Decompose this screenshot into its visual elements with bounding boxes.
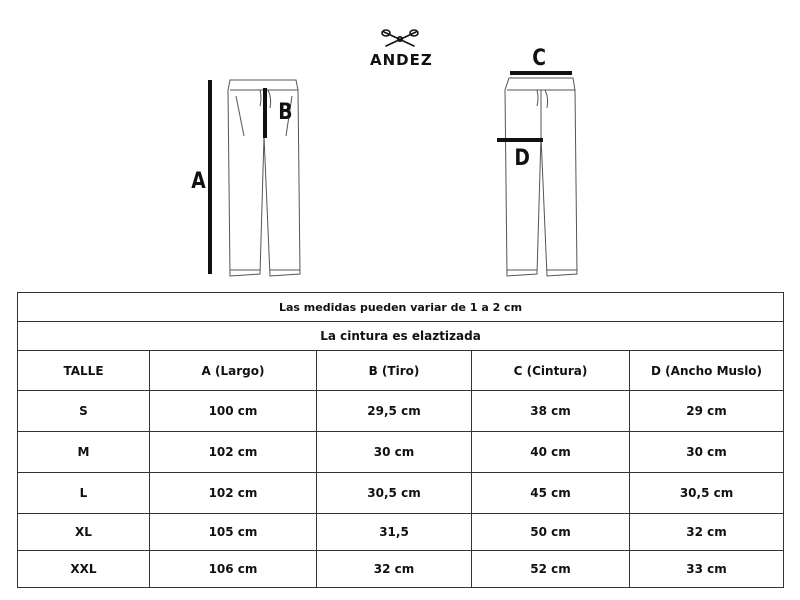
table-row xyxy=(18,551,784,588)
table-note-row xyxy=(18,322,784,351)
back-pants-drawing xyxy=(495,46,585,282)
cell-size: M xyxy=(18,432,150,473)
header-length: A (Largo) xyxy=(150,351,317,391)
cell-length: 106 cm xyxy=(150,551,317,588)
cell-size: L xyxy=(18,473,150,514)
cell-size: XL xyxy=(18,514,150,551)
label-d: D xyxy=(514,146,530,171)
cell-waist: 50 cm xyxy=(472,514,630,551)
cell-thigh: 30 cm xyxy=(630,432,784,473)
cell-size: S xyxy=(18,391,150,432)
table-header-row xyxy=(18,351,784,391)
brand-name: ANDEZ xyxy=(370,51,433,69)
cell-thigh: 33 cm xyxy=(630,551,784,588)
cell-length: 102 cm xyxy=(150,432,317,473)
cell-length: 105 cm xyxy=(150,514,317,551)
table-note-row xyxy=(18,293,784,322)
cell-thigh: 29 cm xyxy=(630,391,784,432)
table-row xyxy=(18,473,784,514)
size-chart-table xyxy=(17,292,784,588)
cell-waist: 52 cm xyxy=(472,551,630,588)
waist-measure-bar xyxy=(510,71,572,75)
cell-size: XXL xyxy=(18,551,150,588)
label-c: C xyxy=(532,46,546,71)
header-rise: B (Tiro) xyxy=(317,351,472,391)
rise-measure-bar xyxy=(263,88,267,138)
table-row xyxy=(18,391,784,432)
cell-length: 102 cm xyxy=(150,473,317,514)
header-size: TALLE xyxy=(18,351,150,391)
cell-waist: 45 cm xyxy=(472,473,630,514)
cell-rise: 30,5 cm xyxy=(317,473,472,514)
cell-thigh: 32 cm xyxy=(630,514,784,551)
table-row xyxy=(18,432,784,473)
back-pants-figure xyxy=(495,46,585,282)
header-thigh: D (Ancho Muslo) xyxy=(630,351,784,391)
cell-rise: 29,5 cm xyxy=(317,391,472,432)
table-row xyxy=(18,514,784,551)
label-b: B xyxy=(278,100,293,125)
header-waist: C (Cintura) xyxy=(472,351,630,391)
cell-rise: 31,5 xyxy=(317,514,472,551)
brand-logo xyxy=(370,28,433,74)
cell-rise: 30 cm xyxy=(317,432,472,473)
cell-rise: 32 cm xyxy=(317,551,472,588)
thigh-measure-bar xyxy=(497,138,543,142)
waist-note: La cintura es elaztizada xyxy=(18,322,784,351)
length-measure-bar xyxy=(208,80,212,274)
cell-waist: 38 cm xyxy=(472,391,630,432)
cell-length: 100 cm xyxy=(150,391,317,432)
cell-waist: 40 cm xyxy=(472,432,630,473)
label-a: A xyxy=(191,169,206,194)
crossed-safety-pins-icon xyxy=(378,28,422,50)
front-pants-figure xyxy=(188,76,318,282)
variation-note: Las medidas pueden variar de 1 a 2 cm xyxy=(18,293,784,322)
cell-thigh: 30,5 cm xyxy=(630,473,784,514)
